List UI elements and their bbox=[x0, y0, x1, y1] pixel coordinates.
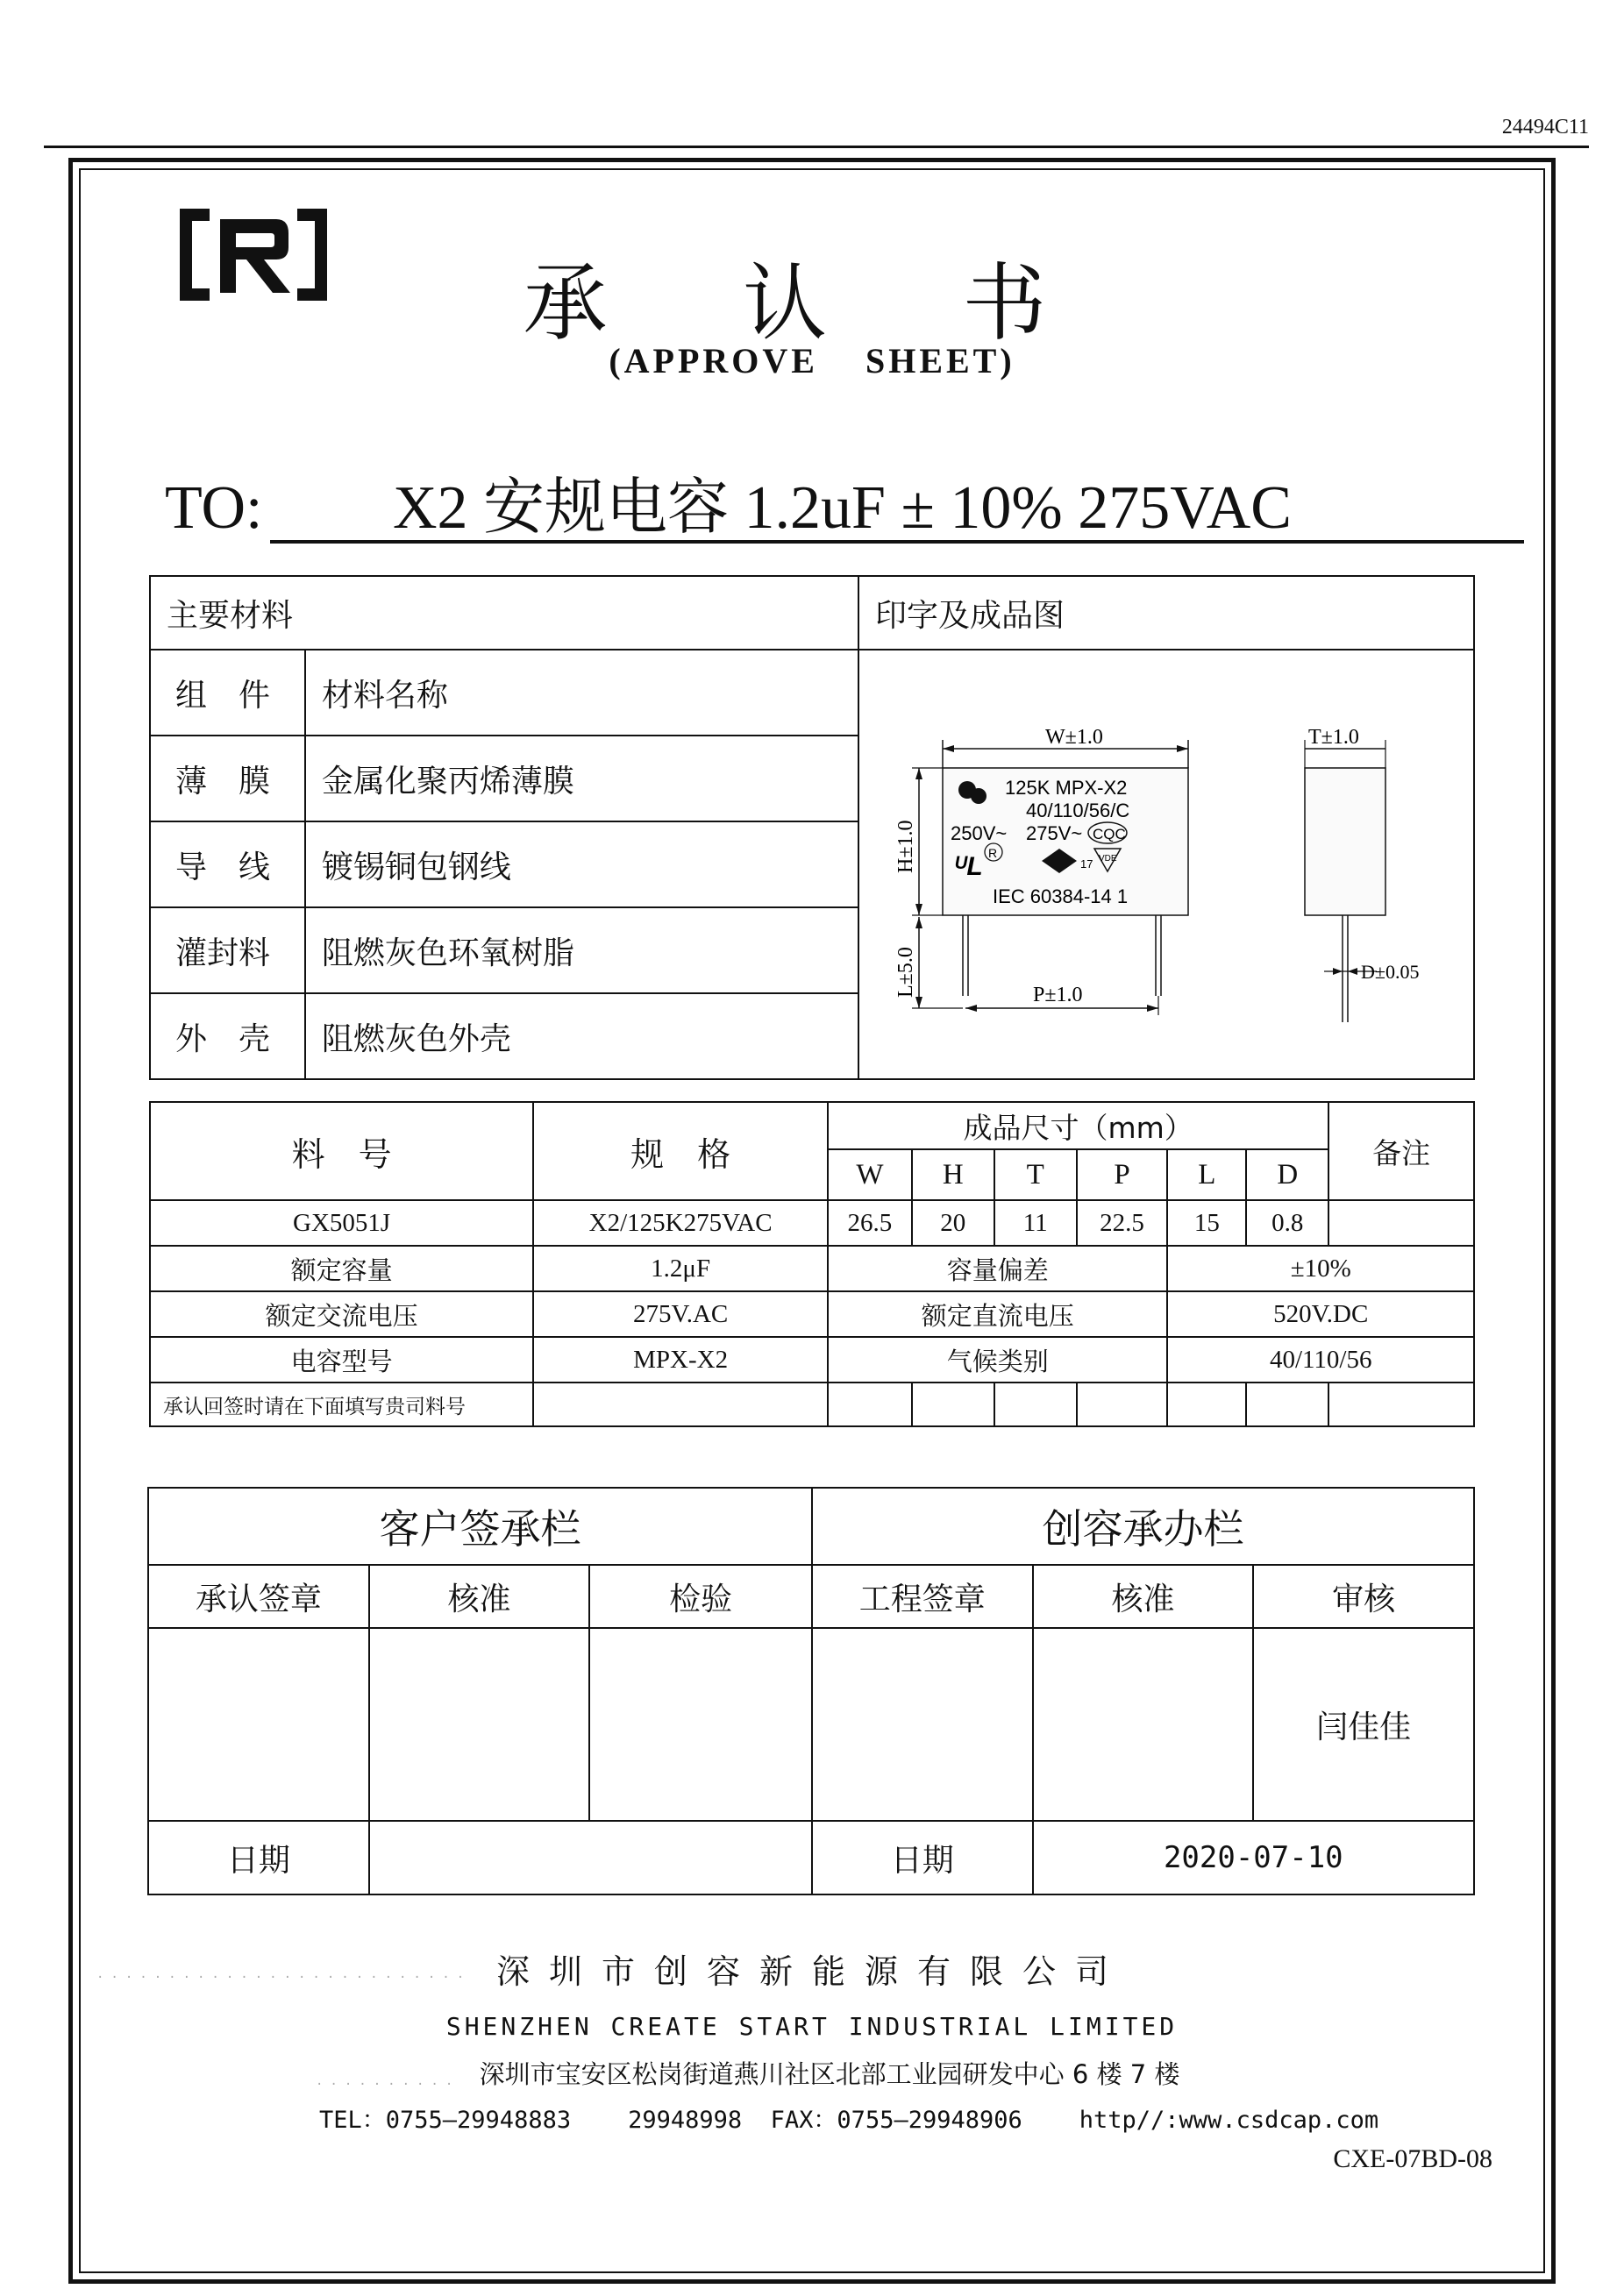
h-dimension-label: H±1.0 bbox=[894, 820, 917, 873]
material-part: 薄 膜 bbox=[150, 736, 305, 821]
l-dimension-label: L±5.0 bbox=[894, 947, 917, 998]
company-name-en: SHENZHEN CREATE START INDUSTRIAL LIMITED bbox=[445, 2012, 1179, 2041]
form-code: CXE-07BD-08 bbox=[1333, 2144, 1492, 2173]
dim-header-t: T bbox=[994, 1149, 1077, 1200]
rated-capacitance-value: 1.2μF bbox=[533, 1246, 828, 1291]
material-name: 镀锡铜包钢线 bbox=[305, 821, 858, 907]
mark-line-2: 40/110/56/C bbox=[1026, 800, 1130, 821]
dotted-leader: ·························· bbox=[96, 1971, 472, 1985]
spec-header: 规 格 bbox=[533, 1102, 828, 1200]
remarks-header: 备注 bbox=[1328, 1102, 1474, 1200]
document-number: 24494C11 bbox=[1501, 116, 1589, 139]
mark-iec: IEC 60384-14 1 bbox=[993, 885, 1129, 907]
model-label: 电容型号 bbox=[150, 1337, 533, 1383]
ac-voltage-value: 275V.AC bbox=[533, 1291, 828, 1337]
customer-field-cell[interactable] bbox=[1246, 1383, 1328, 1426]
product-title: X2 安规电容 1.2uF ± 10% 275VAC bbox=[270, 473, 1524, 544]
customer-part-number-field[interactable] bbox=[533, 1383, 828, 1426]
mark-cqc: CQC bbox=[1093, 826, 1126, 842]
remarks-value bbox=[1328, 1200, 1474, 1246]
material-part: 灌封料 bbox=[150, 907, 305, 993]
climate-category-value: 40/110/56 bbox=[1167, 1337, 1474, 1383]
material-name: 阻燃灰色外壳 bbox=[305, 993, 858, 1079]
dim-value-l: 15 bbox=[1167, 1200, 1246, 1246]
customer-approve-field[interactable] bbox=[369, 1628, 590, 1821]
to-label: TO: bbox=[165, 474, 263, 542]
customer-field-cell[interactable] bbox=[1328, 1383, 1474, 1426]
company-approve-label: 核准 bbox=[1033, 1565, 1254, 1628]
material-name: 金属化聚丙烯薄膜 bbox=[305, 736, 858, 821]
inspection-field[interactable] bbox=[589, 1628, 812, 1821]
customer-date-field[interactable] bbox=[369, 1821, 812, 1894]
drawing-header: 印字及成品图 bbox=[858, 576, 1474, 650]
customer-field-cell[interactable] bbox=[1167, 1383, 1246, 1426]
mark-vde: VDE bbox=[1099, 854, 1117, 864]
material-part: 组 件 bbox=[150, 650, 305, 736]
dotted-leader: ·········· bbox=[316, 2078, 460, 2092]
product-drawing bbox=[859, 654, 1473, 1075]
material-part: 导 线 bbox=[150, 821, 305, 907]
company-address: 深圳市宝安区松岗街道燕川社区北部工业园研发中心 6 楼 7 楼 bbox=[479, 2059, 1180, 2089]
material-name: 阻燃灰色环氧树脂 bbox=[305, 907, 858, 993]
engineering-stamp-label: 工程签章 bbox=[812, 1565, 1033, 1628]
company-signoff-header: 创容承办栏 bbox=[812, 1488, 1474, 1565]
spec-value: X2/125K275VAC bbox=[533, 1200, 828, 1246]
company-name-cn: 深圳市创容新能源有限公司 bbox=[495, 1952, 1128, 1991]
engineering-stamp-field bbox=[812, 1628, 1033, 1821]
customer-date-label: 日期 bbox=[148, 1821, 369, 1894]
rated-capacitance-label: 额定容量 bbox=[150, 1246, 533, 1291]
page-subtitle: (APPROVE SHEET) bbox=[609, 341, 1015, 380]
dim-header-l: L bbox=[1167, 1149, 1246, 1200]
tolerance-value: ±10% bbox=[1167, 1246, 1474, 1291]
part-number-header: 料 号 bbox=[150, 1102, 533, 1200]
customer-approve-label: 核准 bbox=[369, 1565, 590, 1628]
mark-275v: 275V~ bbox=[1026, 822, 1083, 844]
company-date-value: 2020-07-10 bbox=[1033, 1821, 1474, 1894]
d-dimension-label: D±0.05 bbox=[1361, 961, 1420, 983]
product-drawing-cell bbox=[858, 650, 1474, 1079]
p-dimension-label: P±1.0 bbox=[1033, 984, 1083, 1006]
inspection-label: 检验 bbox=[589, 1565, 812, 1628]
dim-header-h: H bbox=[912, 1149, 994, 1200]
customer-part-number-note: 承认回签时请在下面填写贵司料号 bbox=[150, 1383, 533, 1426]
dim-value-p: 22.5 bbox=[1077, 1200, 1168, 1246]
company-date-label: 日期 bbox=[812, 1821, 1033, 1894]
company-approve-field bbox=[1033, 1628, 1254, 1821]
mark-250v: 250V~ bbox=[951, 822, 1008, 844]
dc-voltage-value: 520V.DC bbox=[1167, 1291, 1474, 1337]
material-name: 材料名称 bbox=[305, 650, 858, 736]
part-number-value: GX5051J bbox=[150, 1200, 533, 1246]
mark-17: 17 bbox=[1080, 857, 1093, 871]
customer-field-cell[interactable] bbox=[994, 1383, 1077, 1426]
ul-mark-icon: ᵁL bbox=[954, 852, 983, 881]
tolerance-label: 容量偏差 bbox=[828, 1246, 1167, 1291]
signoff-table bbox=[147, 1487, 1475, 1895]
customer-field-cell[interactable] bbox=[828, 1383, 912, 1426]
dim-header-d: D bbox=[1246, 1149, 1328, 1200]
dim-value-h: 20 bbox=[912, 1200, 994, 1246]
materials-table bbox=[149, 575, 1475, 1080]
recipient-line bbox=[165, 473, 1533, 547]
customer-signoff-header: 客户签承栏 bbox=[148, 1488, 812, 1565]
customer-field-cell[interactable] bbox=[912, 1383, 994, 1426]
reviewer-name: 闫佳佳 bbox=[1253, 1628, 1474, 1821]
approval-stamp-label: 承认签章 bbox=[148, 1565, 369, 1628]
company-contact: TEL：0755—29948883 29948998 FAX：0755—29948906 http//:www.csdcap.com bbox=[319, 2107, 1379, 2134]
dc-voltage-label: 额定直流电压 bbox=[828, 1291, 1167, 1337]
material-part: 外 壳 bbox=[150, 993, 305, 1079]
review-label: 审核 bbox=[1253, 1565, 1474, 1628]
w-dimension-label: W±1.0 bbox=[1045, 726, 1103, 749]
customer-field-cell[interactable] bbox=[1077, 1383, 1168, 1426]
climate-category-label: 气候类别 bbox=[828, 1337, 1167, 1383]
mark-line-1: 125K MPX-X2 bbox=[1005, 777, 1128, 799]
t-dimension-label: T±1.0 bbox=[1308, 726, 1359, 749]
approval-stamp-field[interactable] bbox=[148, 1628, 369, 1821]
model-value: MPX-X2 bbox=[533, 1337, 828, 1383]
dim-value-t: 11 bbox=[994, 1200, 1077, 1246]
dimensions-header: 成品尺寸（mm） bbox=[828, 1102, 1328, 1149]
dim-header-w: W bbox=[828, 1149, 912, 1200]
page-title: 承 认 书 bbox=[523, 254, 1101, 352]
ac-voltage-label: 额定交流电压 bbox=[150, 1291, 533, 1337]
dim-header-p: P bbox=[1077, 1149, 1168, 1200]
specification-table bbox=[149, 1101, 1475, 1427]
materials-header: 主要材料 bbox=[150, 576, 858, 650]
dim-value-d: 0.8 bbox=[1246, 1200, 1328, 1246]
header-rule bbox=[44, 146, 1589, 148]
dim-value-w: 26.5 bbox=[828, 1200, 912, 1246]
mark-registered: R bbox=[988, 846, 998, 860]
